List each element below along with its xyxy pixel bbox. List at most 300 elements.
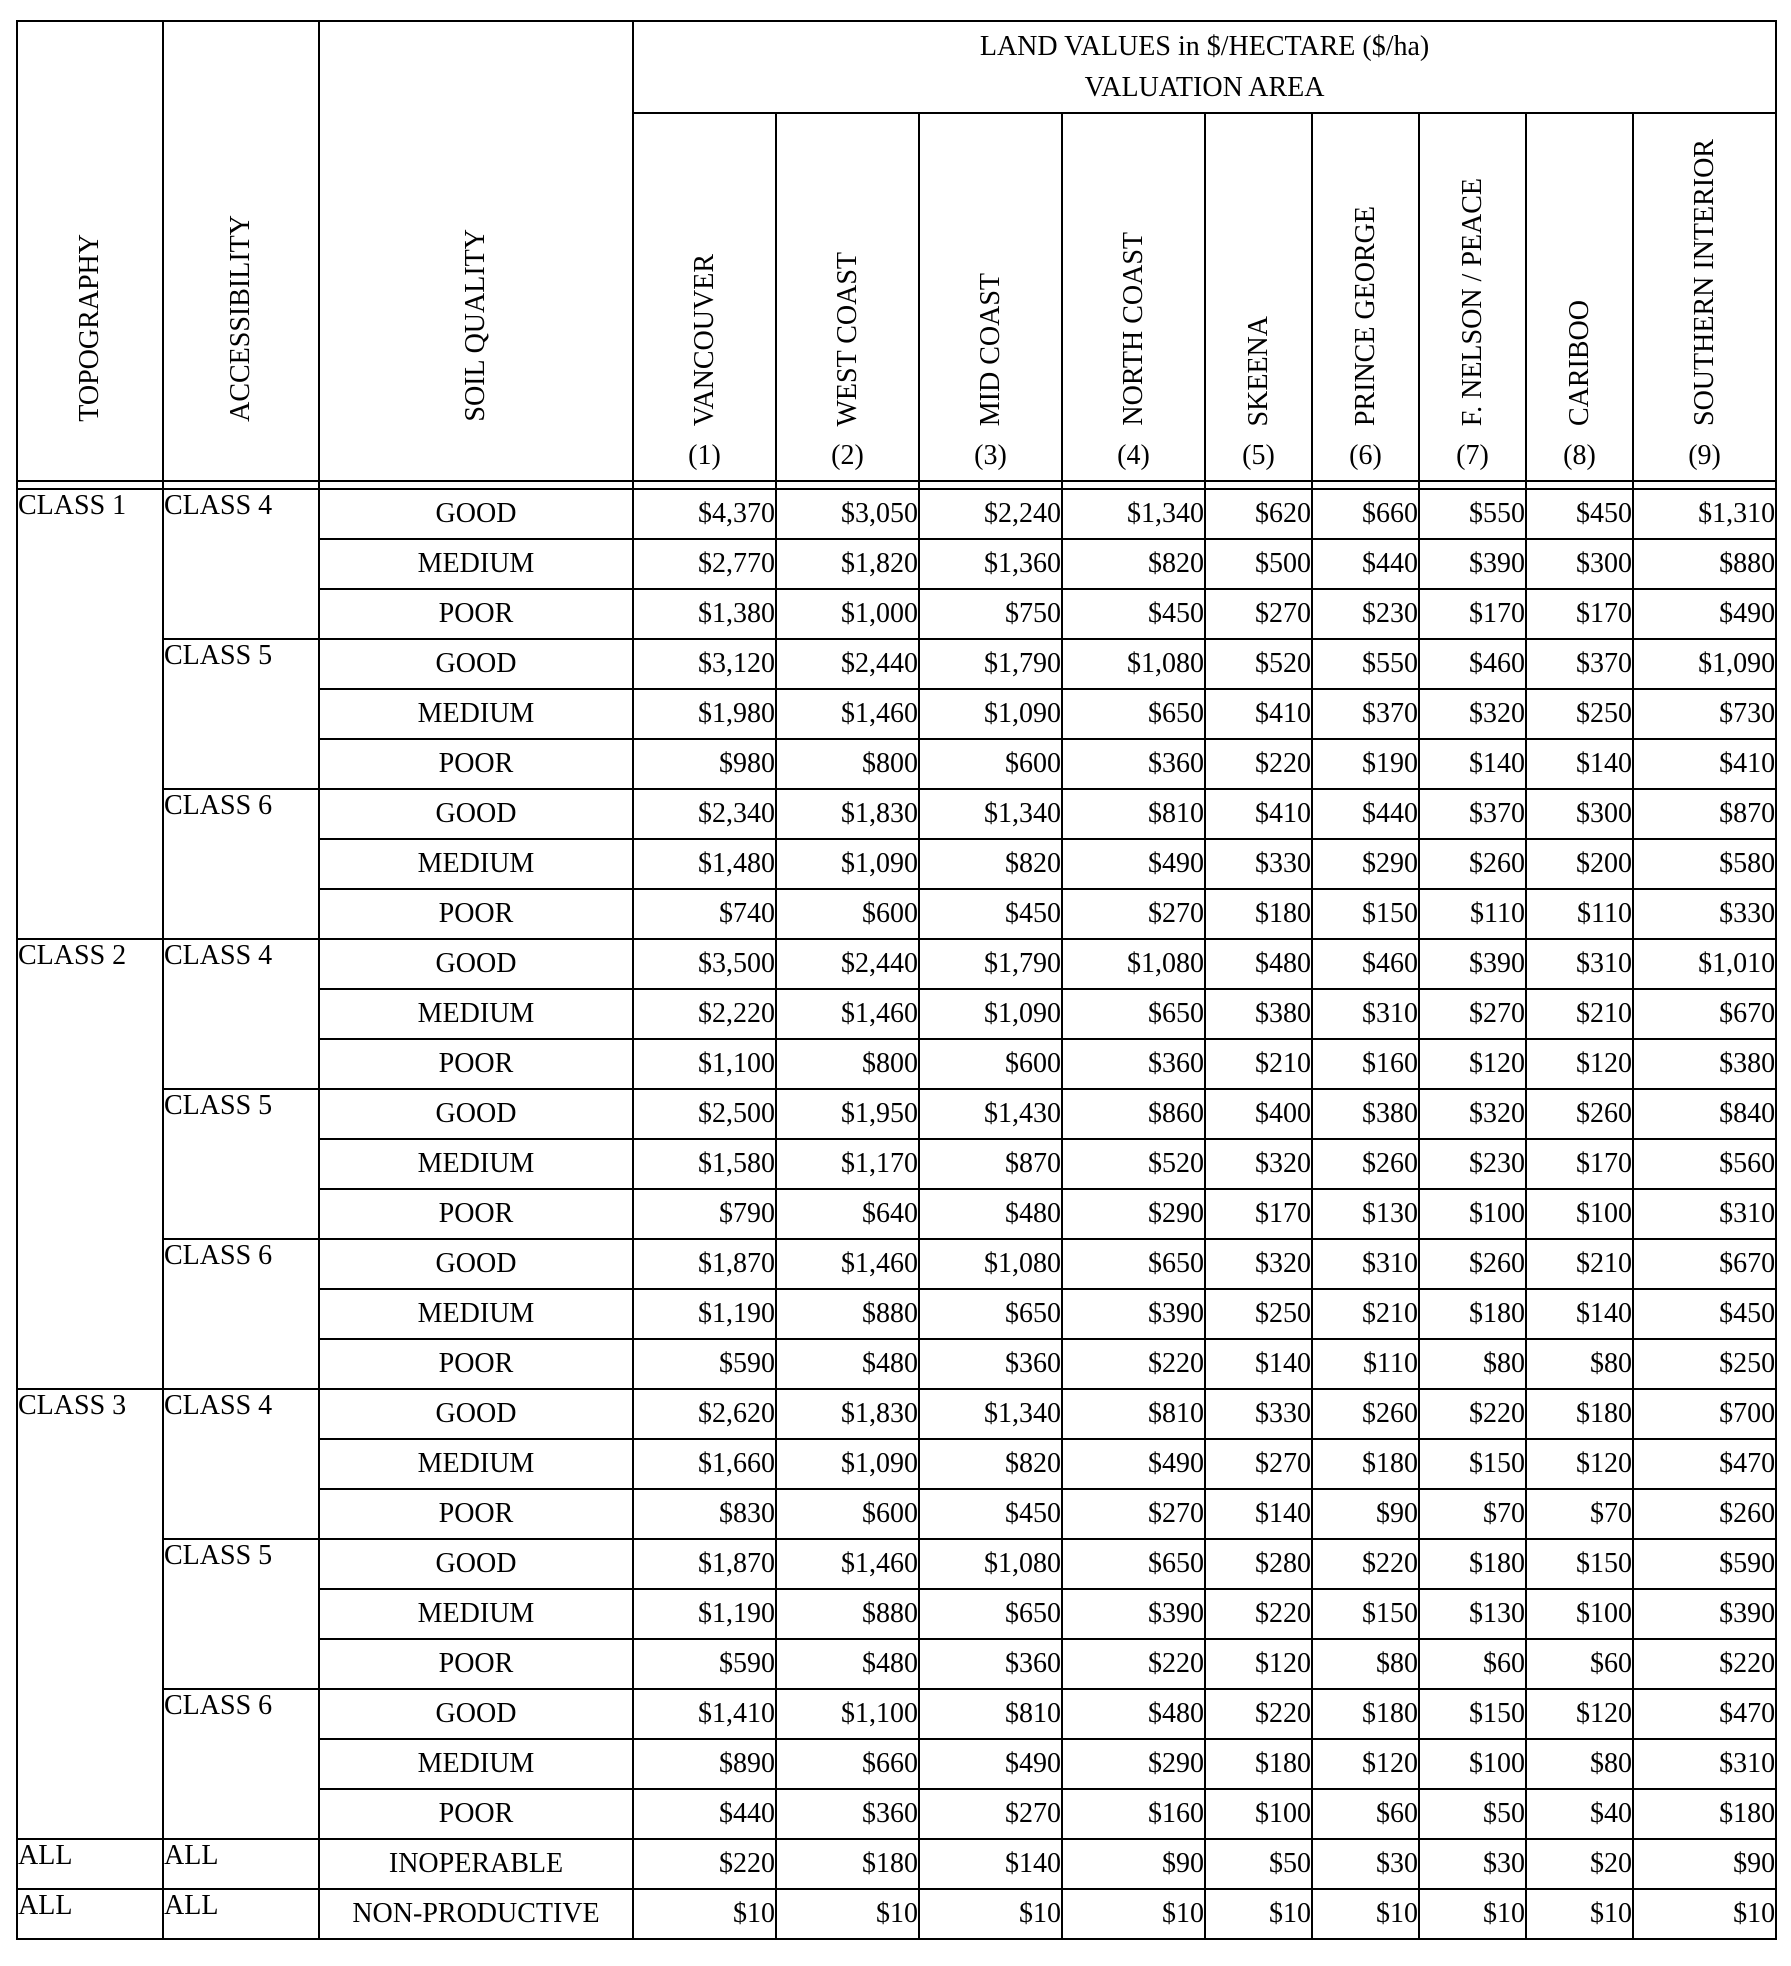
land-value-cell: $2,440 [776, 639, 919, 689]
land-value-cell: $310 [1633, 1189, 1776, 1239]
land-value-cell: $500 [1205, 539, 1312, 589]
soil-quality-cell: POOR [319, 1039, 633, 1089]
land-value-cell: $410 [1205, 789, 1312, 839]
land-value-cell: $790 [633, 1189, 776, 1239]
soil-quality-cell: POOR [319, 739, 633, 789]
land-value-cell: $170 [1419, 589, 1526, 639]
land-value-cell: $300 [1526, 789, 1633, 839]
land-value-cell: $170 [1205, 1189, 1312, 1239]
land-value-cell: $520 [1062, 1139, 1205, 1189]
area-number: (1) [688, 440, 721, 471]
land-value-cell: $480 [1062, 1689, 1205, 1739]
area-header [1205, 113, 1312, 481]
land-value-cell: $290 [1062, 1739, 1205, 1789]
land-value-cell: $1,870 [633, 1239, 776, 1289]
land-value-cell: $30 [1419, 1839, 1526, 1889]
land-value-cell: $260 [1312, 1389, 1419, 1439]
land-value-cell: $270 [1419, 989, 1526, 1039]
land-value-cell: $880 [1633, 539, 1776, 589]
land-value-cell: $260 [1312, 1139, 1419, 1189]
land-value-cell: $60 [1419, 1639, 1526, 1689]
land-value-cell: $140 [919, 1839, 1062, 1889]
land-value-cell: $1,790 [919, 939, 1062, 989]
area-name: WEST COAST [831, 251, 863, 426]
land-value-cell: $1,480 [633, 839, 776, 889]
land-value-cell: $1,870 [633, 1539, 776, 1589]
soil-quality-cell: GOOD [319, 939, 633, 989]
land-value-cell: $2,770 [633, 539, 776, 589]
land-value-cell: $250 [1633, 1339, 1776, 1389]
accessibility-cell: CLASS 6 [163, 1239, 319, 1389]
land-value-cell: $170 [1526, 589, 1633, 639]
area-header [1312, 113, 1419, 481]
land-value-cell: $450 [919, 889, 1062, 939]
table-row [17, 639, 1776, 689]
area-name: CARIBOO [1563, 299, 1595, 426]
land-value-cell: $1,190 [633, 1289, 776, 1339]
land-value-cell: $180 [1633, 1789, 1776, 1839]
area-header [919, 113, 1062, 481]
area-name: PRINCE GEORGE [1349, 205, 1381, 426]
land-value-cell: $880 [776, 1289, 919, 1339]
land-value-cell: $870 [919, 1139, 1062, 1189]
soil-quality-cell: MEDIUM [319, 839, 633, 889]
table-row [17, 789, 1776, 839]
land-value-cell: $10 [633, 1889, 776, 1939]
land-value-cell: $270 [1205, 1439, 1312, 1489]
land-value-cell: $1,100 [776, 1689, 919, 1739]
land-value-cell: $220 [1205, 1589, 1312, 1639]
area-number: (5) [1242, 440, 1275, 471]
land-value-cell: $270 [1062, 889, 1205, 939]
land-value-cell: $1,310 [1633, 489, 1776, 539]
land-value-cell: $40 [1526, 1789, 1633, 1839]
area-number: (9) [1688, 440, 1721, 471]
land-value-cell: $1,580 [633, 1139, 776, 1189]
land-value-cell: $380 [1205, 989, 1312, 1039]
land-value-cell: $2,240 [919, 489, 1062, 539]
area-header [1526, 113, 1633, 481]
soil-quality-cell: MEDIUM [319, 539, 633, 589]
land-value-cell: $1,080 [1062, 939, 1205, 989]
land-value-cell: $140 [1526, 739, 1633, 789]
land-value-cell: $320 [1419, 1089, 1526, 1139]
land-value-cell: $460 [1312, 939, 1419, 989]
land-value-cell: $100 [1205, 1789, 1312, 1839]
land-value-cell: $110 [1312, 1339, 1419, 1389]
land-value-cell: $740 [633, 889, 776, 939]
land-value-cell: $600 [776, 889, 919, 939]
area-number: (7) [1456, 440, 1489, 471]
land-value-cell: $130 [1419, 1589, 1526, 1639]
land-value-cell: $140 [1419, 739, 1526, 789]
land-value-cell: $150 [1419, 1439, 1526, 1489]
land-value-cell: $1,980 [633, 689, 776, 739]
land-value-cell: $270 [1205, 589, 1312, 639]
land-value-cell: $230 [1419, 1139, 1526, 1189]
land-value-cell: $140 [1526, 1289, 1633, 1339]
land-value-cell: $10 [1419, 1889, 1526, 1939]
land-value-cell: $250 [1205, 1289, 1312, 1339]
land-value-cell: $220 [1205, 1689, 1312, 1739]
land-value-cell: $100 [1419, 1189, 1526, 1239]
land-value-cell: $210 [1526, 1239, 1633, 1289]
soil-quality-cell: GOOD [319, 1539, 633, 1589]
land-value-cell: $130 [1312, 1189, 1419, 1239]
land-value-cell: $10 [1312, 1889, 1419, 1939]
land-value-cell: $160 [1312, 1039, 1419, 1089]
land-value-cell: $490 [1062, 1439, 1205, 1489]
land-value-cell: $50 [1205, 1839, 1312, 1889]
land-value-cell: $2,620 [633, 1389, 776, 1439]
table-row [17, 1839, 1776, 1889]
soil-quality-cell: GOOD [319, 1689, 633, 1739]
topography-cell: CLASS 1 [17, 489, 163, 939]
land-value-cell: $840 [1633, 1089, 1776, 1139]
land-value-cell: $10 [1205, 1889, 1312, 1939]
land-value-cell: $150 [1312, 889, 1419, 939]
land-value-cell: $320 [1205, 1139, 1312, 1189]
land-value-cell: $3,050 [776, 489, 919, 539]
land-value-cell: $450 [1062, 589, 1205, 639]
land-value-cell: $470 [1633, 1439, 1776, 1489]
land-value-cell: $1,000 [776, 589, 919, 639]
topography-header: TOPOGRAPHY [17, 21, 163, 481]
land-value-cell: $1,410 [633, 1689, 776, 1739]
land-value-cell: $650 [1062, 689, 1205, 739]
land-value-cell: $310 [1312, 989, 1419, 1039]
land-value-cell: $100 [1526, 1589, 1633, 1639]
table-row [17, 489, 1776, 539]
land-value-cell: $360 [1062, 1039, 1205, 1089]
land-value-cell: $670 [1633, 1239, 1776, 1289]
land-value-cell: $260 [1419, 1239, 1526, 1289]
land-value-cell: $120 [1526, 1439, 1633, 1489]
land-value-cell: $1,430 [919, 1089, 1062, 1139]
land-value-cell: $810 [919, 1689, 1062, 1739]
land-value-cell: $390 [1062, 1589, 1205, 1639]
land-value-cell: $890 [633, 1739, 776, 1789]
land-value-cell: $110 [1526, 889, 1633, 939]
land-value-cell: $440 [633, 1789, 776, 1839]
accessibility-cell: CLASS 4 [163, 939, 319, 1089]
area-number: (6) [1349, 440, 1382, 471]
land-value-cell: $180 [776, 1839, 919, 1889]
land-values-title [633, 21, 1776, 113]
header-separator [17, 481, 1776, 489]
land-value-cell: $1,460 [776, 689, 919, 739]
topography-cell: ALL [17, 1889, 163, 1939]
table-body [17, 481, 1776, 1939]
land-value-cell: $560 [1633, 1139, 1776, 1189]
land-value-cell: $80 [1419, 1339, 1526, 1389]
land-value-cell: $1,080 [919, 1539, 1062, 1589]
land-value-cell: $270 [919, 1789, 1062, 1839]
land-value-cell: $490 [1633, 589, 1776, 639]
land-value-cell: $150 [1312, 1589, 1419, 1639]
land-value-cell: $120 [1526, 1039, 1633, 1089]
title-line-1: LAND VALUES in $/HECTARE ($/ha) [979, 31, 1430, 62]
land-value-cell: $1,080 [919, 1239, 1062, 1289]
soil-quality-cell: MEDIUM [319, 1139, 633, 1189]
land-value-cell: $480 [919, 1189, 1062, 1239]
soil-quality-cell: NON-PRODUCTIVE [319, 1889, 633, 1939]
accessibility-cell: CLASS 6 [163, 789, 319, 939]
land-value-cell: $590 [633, 1339, 776, 1389]
land-value-cell: $390 [1633, 1589, 1776, 1639]
land-value-cell: $480 [776, 1639, 919, 1689]
soil-quality-cell: GOOD [319, 1239, 633, 1289]
area-name: SKEENA [1242, 315, 1274, 426]
land-value-cell: $110 [1419, 889, 1526, 939]
area-number: (8) [1563, 440, 1596, 471]
accessibility-cell: ALL [163, 1889, 319, 1939]
land-value-cell: $180 [1312, 1689, 1419, 1739]
land-value-cell: $190 [1312, 739, 1419, 789]
soil-quality-cell: MEDIUM [319, 1589, 633, 1639]
land-value-cell: $290 [1312, 839, 1419, 889]
area-header [633, 113, 776, 481]
land-value-cell: $310 [1312, 1239, 1419, 1289]
land-value-cell: $80 [1312, 1639, 1419, 1689]
land-value-cell: $160 [1062, 1789, 1205, 1839]
table-row [17, 939, 1776, 989]
land-value-cell: $10 [1062, 1889, 1205, 1939]
area-name: MID COAST [974, 272, 1006, 426]
land-value-cell: $880 [776, 1589, 919, 1639]
land-value-cell: $260 [1526, 1089, 1633, 1139]
land-value-cell: $30 [1312, 1839, 1419, 1889]
land-value-cell: $590 [1633, 1539, 1776, 1589]
land-value-cell: $210 [1526, 989, 1633, 1039]
accessibility-cell: ALL [163, 1839, 319, 1889]
table-row [17, 1089, 1776, 1139]
land-value-cell: $290 [1062, 1189, 1205, 1239]
land-value-cell: $80 [1526, 1739, 1633, 1789]
table-row [17, 1389, 1776, 1439]
land-value-cell: $830 [633, 1489, 776, 1539]
land-value-cell: $180 [1205, 1739, 1312, 1789]
land-value-cell: $580 [1633, 839, 1776, 889]
table-row [17, 1539, 1776, 1589]
land-value-cell: $650 [919, 1289, 1062, 1339]
land-value-cell: $180 [1526, 1389, 1633, 1439]
land-value-cell: $260 [1419, 839, 1526, 889]
land-value-cell: $450 [919, 1489, 1062, 1539]
land-value-cell: $360 [776, 1789, 919, 1839]
topography-cell: CLASS 2 [17, 939, 163, 1389]
land-value-cell: $660 [776, 1739, 919, 1789]
land-value-cell: $180 [1205, 889, 1312, 939]
accessibility-cell: CLASS 5 [163, 1089, 319, 1239]
land-value-cell: $640 [776, 1189, 919, 1239]
area-header [1419, 113, 1526, 481]
land-value-cell: $2,440 [776, 939, 919, 989]
accessibility-cell: CLASS 5 [163, 1539, 319, 1689]
land-value-cell: $590 [633, 1639, 776, 1689]
land-value-cell: $180 [1312, 1439, 1419, 1489]
accessibility-header: ACCESSIBILITY [163, 21, 319, 481]
land-value-cell: $10 [776, 1889, 919, 1939]
land-value-cell: $2,220 [633, 989, 776, 1039]
land-value-cell: $120 [1419, 1039, 1526, 1089]
land-value-cell: $700 [1633, 1389, 1776, 1439]
land-value-cell: $300 [1526, 539, 1633, 589]
soil-quality-cell: GOOD [319, 489, 633, 539]
land-value-cell: $10 [1526, 1889, 1633, 1939]
land-value-cell: $490 [1062, 839, 1205, 889]
land-value-cell: $3,120 [633, 639, 776, 689]
land-value-cell: $220 [1062, 1639, 1205, 1689]
land-value-cell: $870 [1633, 789, 1776, 839]
land-values-table [16, 20, 1777, 1940]
land-value-cell: $480 [1205, 939, 1312, 989]
land-value-cell: $1,100 [633, 1039, 776, 1089]
soil-quality-header: SOIL QUALITY [319, 21, 633, 481]
land-value-cell: $600 [776, 1489, 919, 1539]
land-value-cell: $800 [776, 739, 919, 789]
soil-quality-cell: GOOD [319, 789, 633, 839]
land-value-cell: $1,360 [919, 539, 1062, 589]
topography-cell: ALL [17, 1839, 163, 1889]
land-value-cell: $260 [1633, 1489, 1776, 1539]
area-name: NORTH COAST [1117, 232, 1149, 426]
land-value-cell: $410 [1633, 739, 1776, 789]
land-value-cell: $50 [1419, 1789, 1526, 1839]
land-value-cell: $100 [1419, 1739, 1526, 1789]
land-value-cell: $750 [919, 589, 1062, 639]
land-value-cell: $330 [1205, 839, 1312, 889]
soil-quality-cell: POOR [319, 1489, 633, 1539]
land-value-cell: $220 [1633, 1639, 1776, 1689]
land-value-cell: $1,340 [919, 1389, 1062, 1439]
land-value-cell: $170 [1526, 1139, 1633, 1189]
land-value-cell: $220 [1312, 1539, 1419, 1589]
soil-quality-cell: INOPERABLE [319, 1839, 633, 1889]
land-value-cell: $140 [1205, 1339, 1312, 1389]
area-number: (4) [1117, 440, 1150, 471]
land-value-cell: $480 [776, 1339, 919, 1389]
title-line-2: VALUATION AREA [1084, 72, 1325, 103]
land-value-cell: $600 [919, 739, 1062, 789]
land-value-cell: $210 [1205, 1039, 1312, 1089]
land-value-cell: $550 [1312, 639, 1419, 689]
land-value-cell: $330 [1633, 889, 1776, 939]
land-value-cell: $400 [1205, 1089, 1312, 1139]
land-value-cell: $1,090 [919, 989, 1062, 1039]
land-value-cell: $220 [1062, 1339, 1205, 1389]
land-value-cell: $360 [1062, 739, 1205, 789]
land-value-cell: $620 [1205, 489, 1312, 539]
land-value-cell: $1,340 [1062, 489, 1205, 539]
land-value-cell: $980 [633, 739, 776, 789]
land-value-cell: $380 [1633, 1039, 1776, 1089]
soil-quality-cell: POOR [319, 889, 633, 939]
table-row [17, 1689, 1776, 1739]
land-value-cell: $320 [1419, 689, 1526, 739]
land-value-cell: $1,790 [919, 639, 1062, 689]
land-value-cell: $320 [1205, 1239, 1312, 1289]
land-value-cell: $220 [1419, 1389, 1526, 1439]
accessibility-cell: CLASS 4 [163, 1389, 319, 1539]
land-value-cell: $120 [1526, 1689, 1633, 1739]
land-value-cell: $670 [1633, 989, 1776, 1039]
land-value-cell: $1,090 [919, 689, 1062, 739]
land-value-cell: $60 [1526, 1639, 1633, 1689]
land-value-cell: $1,090 [776, 1439, 919, 1489]
land-value-cell: $820 [919, 1439, 1062, 1489]
land-value-cell: $370 [1419, 789, 1526, 839]
land-value-cell: $4,370 [633, 489, 776, 539]
soil-quality-cell: GOOD [319, 639, 633, 689]
land-value-cell: $270 [1062, 1489, 1205, 1539]
land-value-cell: $820 [919, 839, 1062, 889]
soil-quality-cell: MEDIUM [319, 1439, 633, 1489]
land-value-cell: $90 [1062, 1839, 1205, 1889]
land-value-cell: $2,500 [633, 1089, 776, 1139]
land-value-cell: $10 [919, 1889, 1062, 1939]
land-value-cell: $550 [1419, 489, 1526, 539]
soil-quality-cell: MEDIUM [319, 1289, 633, 1339]
land-value-cell: $1,190 [633, 1589, 776, 1639]
area-number: (3) [974, 440, 1007, 471]
land-value-cell: $1,460 [776, 989, 919, 1039]
land-value-cell: $90 [1633, 1839, 1776, 1889]
land-value-cell: $10 [1633, 1889, 1776, 1939]
land-value-cell: $1,090 [776, 839, 919, 889]
land-value-cell: $490 [919, 1739, 1062, 1789]
land-value-cell: $230 [1312, 589, 1419, 639]
land-value-cell: $20 [1526, 1839, 1633, 1889]
land-value-cell: $1,460 [776, 1539, 919, 1589]
table-header [17, 21, 1776, 481]
land-value-cell: $460 [1419, 639, 1526, 689]
soil-quality-cell: GOOD [319, 1089, 633, 1139]
land-value-cell: $390 [1419, 539, 1526, 589]
land-value-cell: $810 [1062, 1389, 1205, 1439]
land-value-cell: $70 [1526, 1489, 1633, 1539]
accessibility-cell: CLASS 5 [163, 639, 319, 789]
land-value-cell: $450 [1526, 489, 1633, 539]
accessibility-cell: CLASS 6 [163, 1689, 319, 1839]
land-value-cell: $390 [1419, 939, 1526, 989]
land-value-cell: $220 [1205, 739, 1312, 789]
land-value-cell: $410 [1205, 689, 1312, 739]
soil-quality-cell: POOR [319, 589, 633, 639]
soil-quality-cell: POOR [319, 1789, 633, 1839]
land-value-cell: $440 [1312, 539, 1419, 589]
land-value-cell: $310 [1633, 1739, 1776, 1789]
land-value-cell: $150 [1526, 1539, 1633, 1589]
area-name: F. NELSON / PEACE [1456, 177, 1488, 426]
land-value-cell: $1,340 [919, 789, 1062, 839]
land-value-cell: $1,170 [776, 1139, 919, 1189]
land-value-cell: $440 [1312, 789, 1419, 839]
soil-quality-cell: POOR [319, 1639, 633, 1689]
land-value-cell: $650 [1062, 1239, 1205, 1289]
land-value-cell: $1,950 [776, 1089, 919, 1139]
land-value-cell: $220 [633, 1839, 776, 1889]
land-value-cell: $180 [1419, 1539, 1526, 1589]
land-value-cell: $1,830 [776, 789, 919, 839]
land-value-cell: $860 [1062, 1089, 1205, 1139]
land-value-cell: $100 [1526, 1189, 1633, 1239]
land-value-cell: $650 [919, 1589, 1062, 1639]
land-value-cell: $1,660 [633, 1439, 776, 1489]
land-value-cell: $210 [1312, 1289, 1419, 1339]
soil-quality-cell: POOR [319, 1189, 633, 1239]
soil-quality-cell: MEDIUM [319, 689, 633, 739]
